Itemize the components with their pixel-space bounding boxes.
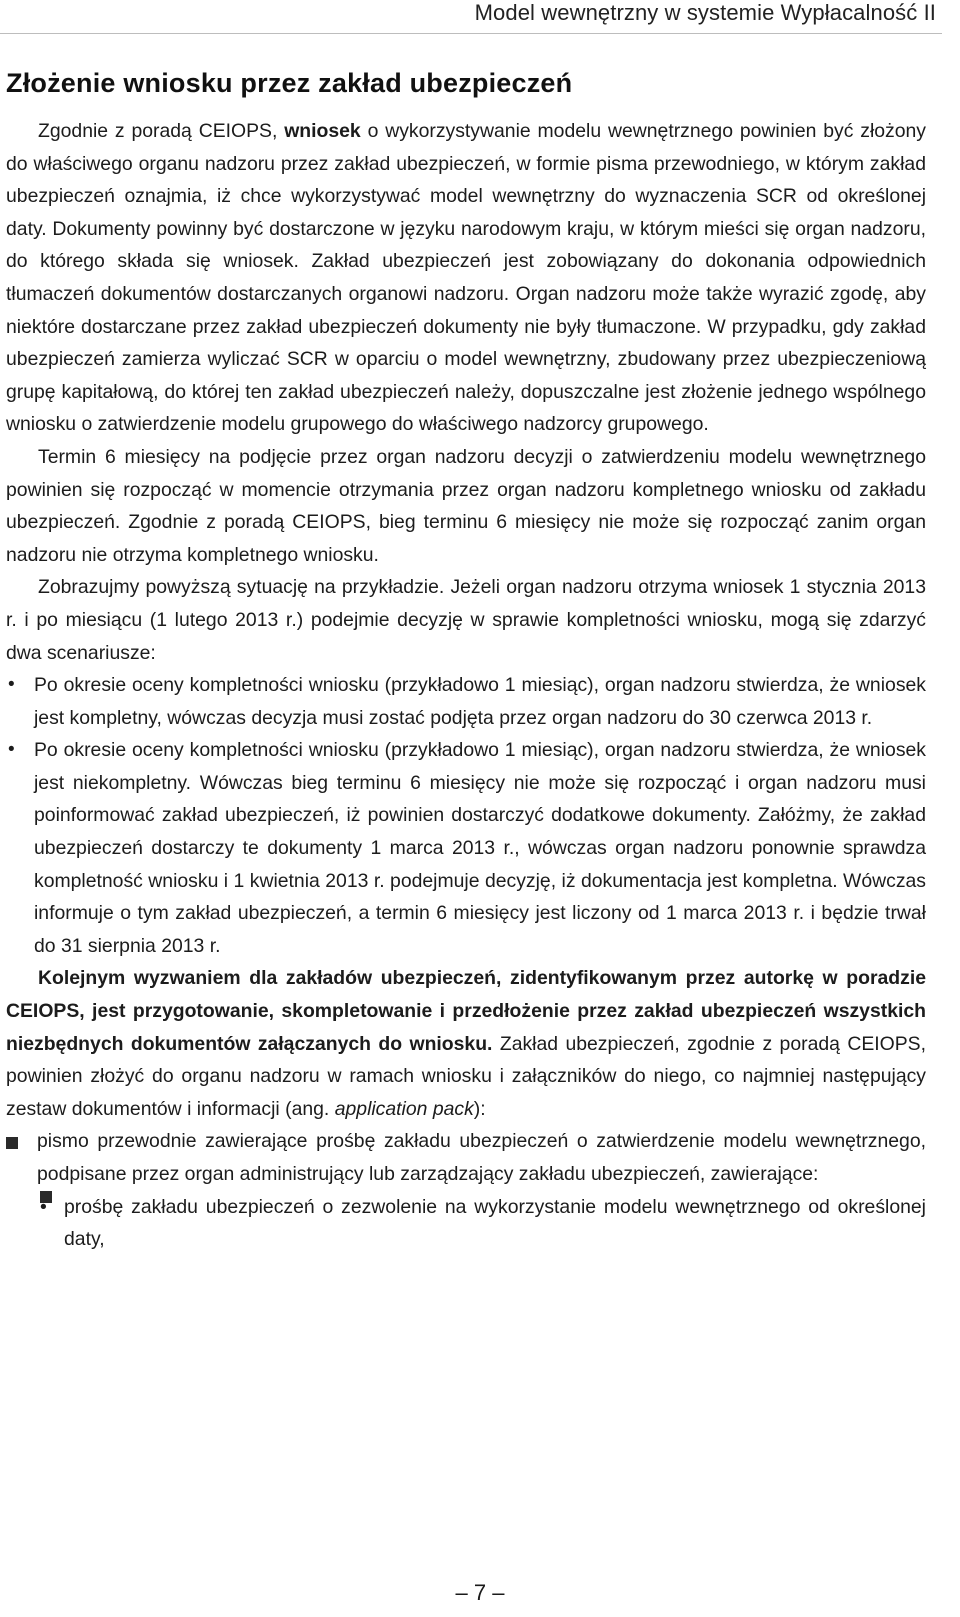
list-item xyxy=(6,1125,926,1255)
p4-bold: Kolejnym wyzwaniem dla zakładów ubezpieczeń, zidentyfikowanym przez autorkę w poradzie CEIOPS, jest przygotowanie, skompletowanie i przedłożenie przez zakład ubezpieczeń wszystkich niezbędnych dokumentów załączanych do wniosku. xyxy=(6,967,926,1055)
bullet-icon: • xyxy=(40,1191,52,1203)
paragraph-challenge xyxy=(6,962,926,1125)
sub-item-text: prośbę zakładu ubezpieczeń o zezwolenie na wykorzystanie modelu wewnętrznego od określonej daty, xyxy=(64,1195,926,1251)
bullet-icon: • xyxy=(8,674,15,696)
section-title: Złożenie wniosku przez zakład ubezpieczeń xyxy=(6,68,573,98)
p4-end: ): xyxy=(473,1097,486,1120)
scenario-list xyxy=(6,669,926,962)
body-text xyxy=(6,115,926,1256)
page-number: – 7 – xyxy=(455,1580,505,1605)
p1-text-a: Zgodnie z poradą CEIOPS, xyxy=(38,120,285,142)
scenario-text: Po okresie oceny kompletności wniosku (przykładowo 1 miesiąc), organ nadzoru stwierdza, że wniosek jest kompletny, wówczas decyzja musi zostać podjęta przez organ nadzoru do 30 czerwca 2013 r. xyxy=(34,674,926,729)
list-item xyxy=(37,1191,926,1256)
running-header: Model wewnętrzny w systemie Wypłacalność II xyxy=(474,0,936,25)
list-item xyxy=(6,734,926,962)
pack-item-text: pismo przewodnie zawierające prośbę zakładu ubezpieczeń o zatwierdzenie modelu wewnętrznego, podpisane przez organ administrujący lub zarządzający zakładu ubezpieczeń, zawierające: xyxy=(37,1130,926,1185)
paragraph-example: Zobrazujmy powyższą sytuację na przykładzie. Jeżeli organ nadzoru otrzyma wniosek 1 stycznia 2013 r. i po miesiącu (1 lutego 2013 r.) podejmie decyzję w sprawie kompletności wniosku, mogą się zdarzyć dwa scenariusze: xyxy=(6,576,926,664)
square-bullet-icon xyxy=(6,1137,18,1149)
scenario-text: Po okresie oceny kompletności wniosku (przykładowo 1 miesiąc), organ nadzoru stwierdza, że wniosek jest niekompletny. Wówczas bieg terminu 6 miesięcy nie może się rozpocząć i organ nadzoru musi poinformować zakład ubezpieczeń, iż powinien dostarczyć dodatkowe dokumenty. Załóżmy, że zakład ubezpieczeń dostarczy te dokumenty 1 marca 2013 r., wówczas organ nadzoru ponownie sprawdza kompletność wniosku i 1 kwietnia 2013 r. podejmuje decyzję, iż dokumentacja jest kompletna. Wówczas informuje o tym zakład ubezpieczeń, a termin 6 miesięcy jest liczony od 1 marca 2013 r. i będzie trwał do 31 sierpnia 2013 r. xyxy=(34,739,926,957)
p4-rest: Zakład ubezpieczeń, zgodnie z poradą CEIOPS, powinien złożyć do organu nadzoru w ramach wniosku i załączników do niego, co najmniej następujący zestaw dokumentów i informacji (ang. xyxy=(6,1032,926,1120)
paragraph-application xyxy=(6,115,926,441)
bullet-icon: • xyxy=(8,739,15,761)
p1-text-c: o wykorzystywanie modelu wewnętrznego powinien być złożony do właściwego organu nadzoru przez zakład ubezpieczeń, w formie pisma przewodniego, w którym zakład ubezpieczeń oznajmia, iż chce wykorzystywać model wewnętrzny do wyznaczenia SCR od określonej daty. Dokumenty powinny być dostarczone w języku narodowym kraju, w którym mieści się organ nadzoru, do którego składa się wniosek. Zakład ubezpieczeń jest zobowiązany do dokonania odpowiednich tłumaczeń dokumentów dostarczanych organowi nadzoru. Organ nadzoru może także wyrazić zgodę, aby niektóre dostarczane przez zakład ubezpieczeń dokumenty nie były tłumaczone. W przypadku, gdy zakład ubezpieczeń zamierza wyliczać SCR w oparciu o model wewnętrzny, zbudowany przez ubezpieczeniową grupę kapitałową, do której ten zakład ubezpieczeń należy, dopuszczalne jest złożenie jednego wspólnego wniosku o zatwierdzenie modelu grupowego do właściwego nadzorcy grupowego. xyxy=(6,120,926,436)
p4-italic-term: application pack xyxy=(334,1097,474,1120)
p1-bold-term: wniosek xyxy=(284,120,361,142)
paragraph-deadline: Termin 6 miesięcy na podjęcie przez organ nadzoru decyzji o zatwierdzeniu modelu wewnętrznego powinien się rozpocząć w momencie otrzymania przez organ nadzoru kompletnego wniosku od zakładu ubezpieczeń. Zgodnie z poradą CEIOPS, bieg terminu 6 miesięcy nie może się rozpocząć zanim organ nadzoru nie otrzyma kompletnego wniosku. xyxy=(6,445,926,566)
list-item xyxy=(6,669,926,734)
header-rule xyxy=(0,33,942,34)
application-pack-list xyxy=(6,1125,926,1255)
sub-list xyxy=(37,1191,926,1256)
